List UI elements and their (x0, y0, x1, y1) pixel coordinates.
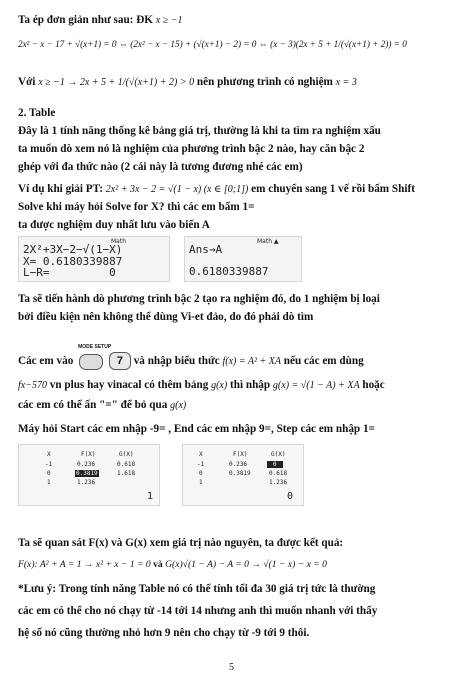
gx-expression: g(x) = √(1 − A) + XA (272, 380, 360, 391)
conclusion-solution: x = 3 (335, 77, 357, 88)
table1-cell: 0.618 (117, 461, 136, 468)
calc-mode-indicator-2: Math ▲ (257, 238, 279, 245)
table-row (39, 479, 149, 488)
result-line (18, 558, 449, 572)
calc-expression: 2X²+3X−2−√(1−X) (23, 243, 123, 256)
table-row (191, 461, 301, 470)
table-row (191, 479, 301, 488)
gx-label: g(x) (211, 380, 228, 391)
table2-head-f: F(X) (233, 451, 248, 458)
table1-cell-selected: 0.3819 (76, 470, 98, 477)
instruction-line-3 (18, 398, 449, 413)
calc-store-command: Ans→A (189, 243, 223, 256)
mode-setup-label: MODE SETUP (78, 344, 112, 351)
calc-stored-value: 0.6180339887 (189, 265, 269, 278)
conclusion-pre: Với (18, 76, 39, 88)
table1-body (39, 461, 149, 491)
instruction-mid: và nhập biểu thức (133, 355, 223, 367)
table2-cell-selected: 0 (267, 461, 283, 468)
table1-cell: 1 (47, 479, 51, 486)
example-line-2: Solve khi máy hỏi Solve for X? thì các em bấm 1= (18, 201, 255, 213)
table2-head-g: G(X) (271, 451, 286, 458)
paragraph-intro-2: ta muốn dò xem nó là nghiệm của phương trình bậc 2 nào, hay căn bậc 2 (18, 143, 365, 155)
table-row (39, 470, 149, 479)
example-post: em chuyển sang 1 vế rồi bấm Shift (248, 183, 415, 195)
table2-cell: -1 (197, 461, 205, 468)
example-pre: Ví dụ khi giải PT: (18, 183, 106, 195)
example-line-1 (18, 182, 449, 197)
instruction-skip: các em có thể ấn "=" để bỏ qua (18, 399, 171, 411)
instruction-enter: thì nhập (227, 379, 273, 391)
start-end-step-line: Máy hỏi Start các em nhập -9= , End các em nhập 9=, Step các em nhập 1= (18, 423, 375, 435)
condition-text: Ta ép đơn giản như sau: ĐK (18, 14, 156, 26)
observation-line: Ta sẽ quan sát F(x) và G(x) xem giá trị nào nguyên, ta được kết quả: (18, 537, 344, 549)
table1-cell: 0.236 (77, 461, 96, 468)
equation-transform (18, 37, 449, 51)
table2-body (191, 461, 301, 491)
note-line-3: hệ số nó cũng thường nhỏ hơn 9 nên cho chạy từ -9 tới 9 thôi. (18, 627, 310, 639)
table-screen-2 (182, 444, 304, 506)
equation-text: 2x² − x − 17 + √(x+1) = 0 ⇔ (2x² − x − 15) + (√(x+1) − 2) = 0 ⇔ (x − 3)(2x + 5 + 1/(√(x+1) + 2)) = 0 (18, 39, 407, 49)
calc-l-r: L−R= 0 (23, 266, 116, 279)
result-f: F(x): A² + A = 1 → x² + x − 1 = 0 (18, 559, 151, 570)
table2-cell: 0.236 (229, 461, 248, 468)
table1-cell: 0 (47, 470, 51, 477)
table1-head-x: X (47, 451, 51, 458)
paragraph-search-2: bởi điều kiện nên không thể dùng Vi-et đảo, do đó phải dò tìm (18, 311, 314, 323)
result-g: G(x)√(1 − A) − A = 0 → √(1 − x) − x = 0 (165, 559, 327, 570)
table1-head-f: F(X) (81, 451, 96, 458)
mode-key-icon (79, 354, 103, 370)
example-line-3: ta được nghiệm duy nhất lưu vào biến A (18, 219, 210, 231)
calc-x-value: X= 0.6180339887 (23, 255, 123, 268)
table2-cell: 0.618 (269, 470, 288, 477)
condition-line (18, 13, 449, 28)
table1-cell: -1 (45, 461, 53, 468)
table-screen-1 (18, 444, 160, 506)
conclusion-line (18, 75, 449, 90)
note-line-2: các em có thể cho nó chạy từ -14 tới 14 nhưng anh thì muốn nhanh với thấy (18, 605, 378, 617)
table2-cell: 0.3819 (229, 470, 251, 477)
table1-head-g: G(X) (119, 451, 134, 458)
table1-cell: 1.618 (117, 470, 136, 477)
instruction-models: vn plus hay vinacal có thêm bảng (46, 379, 212, 391)
table2-bottom-value: 0 (287, 491, 294, 502)
table-row (191, 470, 301, 479)
note-line-1: *Lưu ý: Trong tính năng Table nó có thể tính tối đa 30 giá trị tức là thường (18, 583, 376, 595)
instruction-line-1 (18, 344, 449, 372)
table2-cell: 1.236 (269, 479, 288, 486)
instruction-line-2 (18, 378, 449, 393)
paragraph-intro-1: Đây là 1 tính năng thống kê bảng giá trị, thường là khi ta tìm ra nghiệm xấu (18, 125, 381, 137)
key-7-icon: 7 (109, 352, 131, 370)
table-row (39, 461, 149, 470)
table1-bottom-value: 1 (147, 491, 154, 502)
instruction-or: hoặc (359, 379, 385, 391)
instruction-pre: Các em vào (18, 355, 77, 367)
table2-head-x: X (199, 451, 203, 458)
result-and: và (150, 559, 166, 570)
paragraph-search-1: Ta sẽ tiến hành dò phương trình bậc 2 tạo ra nghiệm đó, do 1 nghiệm bị loại (18, 293, 380, 305)
conclusion-post: nên phương trình có nghiệm (194, 76, 336, 88)
condition-math: x ≥ −1 (155, 15, 183, 26)
mode-key-group (76, 344, 112, 370)
calculator-screen-store (184, 236, 302, 282)
table1-cell: 1.236 (77, 479, 96, 486)
table2-cell: 1 (199, 479, 203, 486)
conclusion-math: x ≥ −1 → 2x + 5 + 1/(√(x+1) + 2) > 0 (38, 77, 195, 88)
section-heading: 2. Table (18, 107, 56, 119)
example-math: 2x² + 3x − 2 = √(1 − x) (x ∈ [0;1]) (105, 184, 249, 195)
calculator-model: fx−570 (18, 380, 47, 391)
table2-cell: 0 (199, 470, 203, 477)
paragraph-intro-3: ghép với đa thức nào (2 cái này là tương đương nhé các em) (18, 161, 303, 173)
gx-label-2: g(x) (170, 400, 187, 411)
calc-mode-indicator: Math (111, 238, 127, 245)
fx-expression: f(x) = A² + XA (222, 356, 281, 367)
instruction-post: nếu các em dùng (281, 355, 364, 367)
calculator-screen-solve (18, 236, 170, 282)
page-number: 5 (229, 662, 234, 673)
